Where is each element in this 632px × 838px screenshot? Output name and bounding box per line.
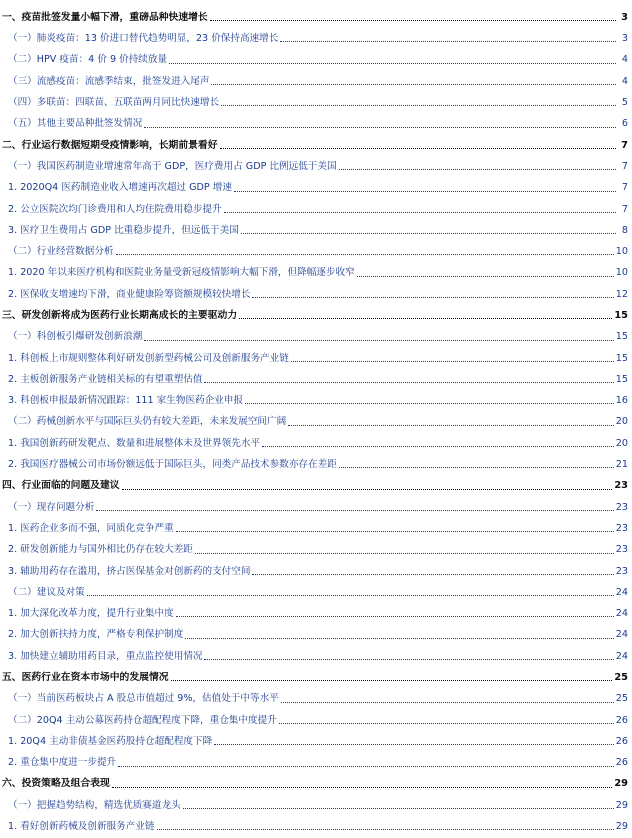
- toc-page-number: 7: [621, 182, 628, 194]
- toc-entry-h2[interactable]: [2, 689, 628, 710]
- toc-entry-h3[interactable]: [2, 603, 628, 624]
- toc-page-number: 3: [621, 11, 628, 23]
- toc-entry-h2[interactable]: [2, 497, 628, 518]
- dot-leader: [144, 127, 616, 128]
- dot-leader: [339, 169, 616, 170]
- toc-page-number: 25: [614, 671, 628, 683]
- toc-entry-h1[interactable]: [2, 476, 628, 497]
- dot-leader: [241, 233, 616, 234]
- toc-entry-title: （二）行业经营数据分析: [8, 246, 114, 258]
- toc-entry-h2[interactable]: [2, 71, 628, 92]
- toc-entry-title: 六、投资策略及组合表现: [2, 778, 110, 790]
- toc-entry-title: 1. 2020Q4 医药制造业收入增速再次超过 GDP 增速: [8, 182, 232, 194]
- dot-leader: [118, 766, 614, 767]
- dot-leader: [112, 787, 613, 788]
- toc-entry-h2[interactable]: [2, 113, 628, 134]
- toc-entry-title: 1. 科创板上市规则整体利好研发创新型药械公司及创新服务产业链: [8, 352, 289, 364]
- dot-leader: [122, 489, 613, 490]
- dot-leader: [171, 680, 613, 681]
- toc-entry-title: 3. 医疗卫生费用占 GDP 比重稳步提升，但远低于美国: [8, 224, 239, 236]
- toc-page-number: 15: [615, 352, 628, 364]
- toc-page-number: 5: [621, 97, 628, 109]
- toc-entry-title: 1. 医药企业多而不强，同质化竞争严重: [8, 522, 174, 534]
- dot-leader: [291, 361, 614, 362]
- toc-entry-title: 3. 科创板申报最新情况跟踪：111 家生物医药企业申报: [8, 395, 244, 407]
- dot-leader: [87, 595, 614, 596]
- toc-entry-h2[interactable]: [2, 710, 628, 731]
- toc-entry-h3[interactable]: [2, 816, 628, 837]
- toc-entry-title: 1. 2020 年以来医疗机构和医院业务量受新冠疫情影响大幅下滑，但降幅逐步收窄: [8, 267, 355, 279]
- toc-page-number: 29: [615, 821, 628, 833]
- toc-page-number: 15: [615, 331, 628, 343]
- toc-entry-h2[interactable]: [2, 156, 628, 177]
- toc-page-number: 20: [615, 416, 628, 428]
- dot-leader: [220, 148, 616, 149]
- dot-leader: [183, 808, 614, 809]
- toc-entry-title: 1. 看好创新药械及创新服务产业链: [8, 821, 155, 833]
- toc-page-number: 23: [614, 480, 628, 492]
- toc-entry-title: 2. 研发创新能力与国外相比仍存在较大差距: [8, 544, 193, 556]
- dot-leader: [116, 254, 614, 255]
- toc-entry-title: （二）建议及对策: [8, 586, 85, 598]
- toc-entry-title: 三、研发创新将成为医药行业长期高成长的主要驱动力: [2, 309, 238, 321]
- toc-entry-h2[interactable]: [2, 326, 628, 347]
- toc-entry-title: （一）把握趋势结构，精选优质赛道龙头: [8, 799, 181, 811]
- dot-leader: [245, 403, 614, 404]
- toc-page-number: 24: [615, 608, 628, 620]
- dot-leader: [252, 297, 613, 298]
- toc-entry-title: （三）流感疫苗：流感季结束，批签发进入尾声: [8, 75, 210, 87]
- toc-entry-title: 二、行业运行数据短期受疫情影响，长期前景看好: [2, 139, 218, 151]
- toc-entry-title: 一、疫苗批签发量小幅下滑，重磅品种快速增长: [2, 11, 208, 23]
- toc-entry-title: 1. 加大深化改革力度，提升行业集中度: [8, 608, 174, 620]
- toc-page-number: 26: [615, 735, 628, 747]
- toc-entry-h3[interactable]: [2, 177, 628, 198]
- toc-entry-title: 1. 我国创新药研发靶点、数量和进展整体未及世界领先水平: [8, 437, 261, 449]
- dot-leader: [211, 84, 616, 85]
- toc-entry-h3[interactable]: [2, 263, 628, 284]
- toc-entry-title: 四、行业面临的问题及建议: [2, 480, 120, 492]
- toc-page-number: 23: [615, 565, 628, 577]
- dot-leader: [214, 744, 614, 745]
- toc-entry-title: 2. 医保收支增速均下滑，商业健康险筹资额规模较快增长: [8, 288, 251, 300]
- toc-entry-h1[interactable]: [2, 7, 628, 28]
- dot-leader: [96, 510, 613, 511]
- toc-page-number: 26: [615, 714, 628, 726]
- toc-entry-title: 2. 公立医院次均门诊费用和人均住院费用稳步提升: [8, 203, 222, 215]
- dot-leader: [234, 191, 616, 192]
- toc-entry-title: 2. 重仓集中度进一步提升: [8, 757, 117, 769]
- toc-page-number: 24: [615, 629, 628, 641]
- toc-entry-h2[interactable]: [2, 241, 628, 262]
- toc-entry-title: 2. 我国医疗器械公司市场份额远低于国际巨头，同类产品技术参数亦存在差距: [8, 459, 337, 471]
- toc-page-number: 10: [615, 267, 628, 279]
- toc-entry-h3[interactable]: [2, 518, 628, 539]
- dot-leader: [339, 467, 614, 468]
- toc-entry-h3[interactable]: [2, 625, 628, 646]
- dot-leader: [144, 340, 613, 341]
- toc-entry-h2[interactable]: [2, 92, 628, 113]
- dot-leader: [262, 446, 614, 447]
- toc-page-number: 15: [615, 373, 628, 385]
- toc-entry-h2[interactable]: [2, 795, 628, 816]
- toc-entry-h3[interactable]: [2, 454, 628, 475]
- toc-page-number: 10: [615, 246, 628, 258]
- toc-page-number: 29: [614, 778, 628, 790]
- dot-leader: [357, 276, 614, 277]
- toc-entry-title: 1. 20Q4 主动非债基金医药股持仓超配程度下降: [8, 735, 213, 747]
- toc-entry-h2[interactable]: [2, 582, 628, 603]
- toc-page-number: 7: [621, 139, 628, 151]
- dot-leader: [279, 723, 614, 724]
- toc-page-number: 16: [615, 395, 628, 407]
- dot-leader: [169, 63, 616, 64]
- toc-page-number: 7: [621, 203, 628, 215]
- toc-entry-title: （五）其他主要品种批签发情况: [8, 118, 143, 130]
- toc-entry-h3[interactable]: [2, 646, 628, 667]
- toc-entry-title: （四）多联苗：四联苗、五联苗两月同比快速增长: [8, 97, 220, 109]
- dot-leader: [224, 212, 616, 213]
- toc-entry-title: （一）科创板引爆研发创新浪潮: [8, 331, 143, 343]
- dot-leader: [252, 574, 613, 575]
- toc-page-number: 6: [621, 118, 628, 130]
- dot-leader: [221, 105, 616, 106]
- toc-entry-title: 五、医药行业在资本市场中的发展情况: [2, 671, 169, 683]
- toc-page-number: 26: [615, 757, 628, 769]
- toc-page-number: 7: [621, 160, 628, 172]
- toc-entry-title: （一）肺炎疫苗：13 价进口替代趋势明显，23 价保持高速增长: [8, 33, 279, 45]
- toc-entry-h3[interactable]: [2, 539, 628, 560]
- toc-page-number: 24: [615, 586, 628, 598]
- toc-entry-title: （二）HPV 疫苗：4 价 9 价持续放量: [8, 54, 168, 66]
- toc-page-number: 29: [615, 799, 628, 811]
- dot-leader: [288, 425, 614, 426]
- toc-page-number: 15: [614, 309, 628, 321]
- toc-page-number: 4: [621, 54, 628, 66]
- dot-leader: [195, 553, 614, 554]
- toc-page-number: 21: [615, 459, 628, 471]
- toc-page-number: 23: [615, 501, 628, 513]
- toc-page-number: 24: [615, 650, 628, 662]
- toc-entry-h3[interactable]: [2, 433, 628, 454]
- toc-entry-title: （一）当前医药板块占 A 股总市值超过 9%，估值处于中等水平: [8, 693, 279, 705]
- toc-entry-h1[interactable]: [2, 774, 628, 795]
- toc-entry-h2[interactable]: [2, 28, 628, 49]
- toc-page-number: 12: [615, 288, 628, 300]
- dot-leader: [239, 318, 612, 319]
- toc-entry-title: 2. 主板创新服务产业链相关标的有望重塑估值: [8, 373, 203, 385]
- dot-leader: [185, 638, 613, 639]
- toc-entry-title: 3. 加快建立辅助用药目录，重点监控使用情况: [8, 650, 203, 662]
- table-of-contents: [2, 7, 628, 838]
- toc-entry-title: （二）药械创新水平与国际巨头仍有较大差距，未来发展空间广阔: [8, 416, 287, 428]
- toc-page-number: 20: [615, 437, 628, 449]
- toc-page-number: 3: [621, 33, 628, 45]
- toc-page-number: 23: [615, 544, 628, 556]
- dot-leader: [281, 702, 614, 703]
- toc-entry-title: （二）20Q4 主动公募医药持仓超配程度下降，重仓集中度提升: [8, 714, 277, 726]
- toc-entry-title: 3. 辅助用药存在滥用，挤占医保基金对创新药的支付空间: [8, 565, 251, 577]
- toc-entry-h3[interactable]: [2, 561, 628, 582]
- toc-entry-h3[interactable]: [2, 731, 628, 752]
- toc-page-number: 8: [621, 224, 628, 236]
- toc-entry-h2[interactable]: [2, 412, 628, 433]
- dot-leader: [176, 616, 614, 617]
- toc-entry-h1[interactable]: [2, 667, 628, 688]
- toc-entry-h3[interactable]: [2, 752, 628, 773]
- toc-page-number: 4: [621, 75, 628, 87]
- toc-entry-h1[interactable]: [2, 305, 628, 326]
- toc-entry-h1[interactable]: [2, 135, 628, 156]
- dot-leader: [176, 531, 614, 532]
- toc-page-number: 23: [615, 522, 628, 534]
- toc-entry-h2[interactable]: [2, 50, 628, 71]
- dot-leader: [204, 382, 613, 383]
- toc-entry-title: 2. 加大创新扶持力度，严格专利保护制度: [8, 629, 184, 641]
- toc-entry-h3[interactable]: [2, 348, 628, 369]
- dot-leader: [280, 41, 616, 42]
- toc-page-number: 25: [615, 693, 628, 705]
- toc-entry-title: （一）现存问题分析: [8, 501, 95, 513]
- toc-entry-h3[interactable]: [2, 199, 628, 220]
- toc-entry-h3[interactable]: [2, 220, 628, 241]
- toc-entry-h3[interactable]: [2, 390, 628, 411]
- toc-entry-h3[interactable]: [2, 369, 628, 390]
- dot-leader: [204, 659, 613, 660]
- toc-entry-h3[interactable]: [2, 284, 628, 305]
- dot-leader: [157, 829, 614, 830]
- dot-leader: [210, 20, 616, 21]
- toc-entry-title: （一）我国医药制造业增速常年高于 GDP，医疗费用占 GDP 比例远低于美国: [8, 160, 337, 172]
